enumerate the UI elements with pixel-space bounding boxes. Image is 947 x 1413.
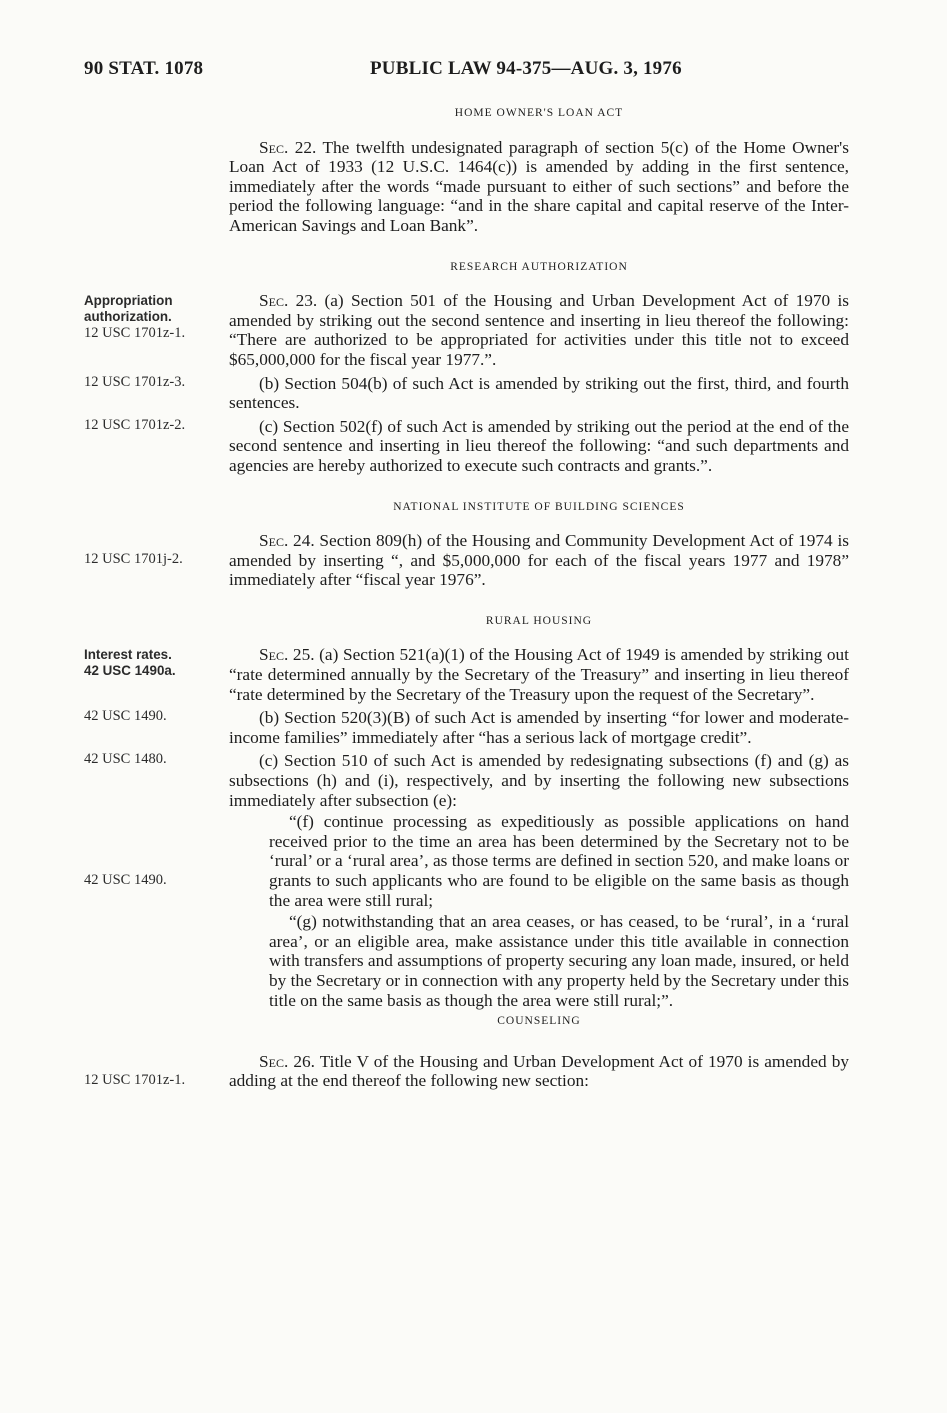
section-heading: HOME OWNER'S LOAN ACT — [454, 107, 624, 119]
section-22 — [229, 104, 849, 236]
subsection-c-text: (c) Section 510 of such Act is amended by redesignating subsections (f) and (g) as subsections (h) and (i), respectively, and by inserting the following new subsections immediately after subsection (e): — [229, 751, 849, 810]
margin-note-label: Interest rates. — [84, 647, 172, 663]
section-26 — [84, 1012, 849, 1091]
margin-note-citation: 42 USC 1490. — [84, 708, 167, 725]
margin-note-citation: 12 USC 1701z-1. — [84, 1071, 186, 1088]
running-title: PUBLIC LAW 94-375—AUG. 3, 1976 — [370, 58, 682, 79]
sec-label: Sec. — [259, 137, 289, 157]
margin-note-citation: 42 USC 1480. — [84, 751, 167, 768]
margin-note-citation: 12 USC 1701z-3. — [84, 373, 186, 390]
sec-label: Sec. — [259, 1051, 289, 1071]
margin-note-label: Appropriation authorization. — [84, 293, 173, 325]
margin-note-citation: 12 USC 1701j-2. — [84, 551, 183, 568]
section-text: 26. Title V of the Housing and Urban Development Act of 1970 is amended by adding at the end thereof the following new section: — [229, 1051, 849, 1091]
margin-note — [84, 293, 224, 341]
subsection-f-text: “(f) continue processing as expeditiously as possible applications on hand received prior to the time an area has been determined by the Secretary not to be ‘rural’ or a ‘rural area’, as those terms are defined in section 520, and make loans or grants to such applicants who are found to be eligible on the same basis as though the area were still rural; — [269, 812, 849, 910]
margin-note-citation: 42 USC 1490a. — [84, 663, 176, 679]
margin-note-citation: 42 USC 1490. — [84, 872, 167, 889]
section-heading: NATIONAL INSTITUTE OF BUILDING SCIENCES — [393, 500, 685, 513]
subsection-g-text: “(g) notwithstanding that an area ceases, or has ceased, to be ‘rural’, in a ‘rural area’, or an eligible area, make assistance under this title available in connection with transfers and assumptions of property securing any loan made, insured, or held by the Secretary or in connection with any property held by the Secretary under this title on the same basis as though the area were still rural;”. — [269, 912, 849, 1010]
margin-note-citation: 12 USC 1701z-1. — [84, 325, 186, 342]
page-header — [0, 58, 947, 88]
section-text: 24. Section 809(h) of the Housing and Community Development Act of 1974 is amended by inserting “, and $5,000,000 for each of the fiscal years 1977 and 1978” immediately after “fiscal year 1976”. — [229, 531, 849, 590]
section-25 — [84, 612, 849, 1010]
sec-label: Sec. — [259, 645, 289, 665]
section-23 — [84, 258, 850, 476]
subsection-b-text: (b) Section 520(3)(B) of such Act is amended by inserting “for lower and moderate-income families” immediately after “has a serious lack of mortgage credit”. — [229, 708, 849, 747]
sec-label: Sec. — [259, 531, 289, 551]
section-24 — [84, 498, 849, 590]
main-text — [84, 104, 850, 1091]
margin-note — [84, 647, 224, 679]
subsection-b-text: (b) Section 504(b) of such Act is amended by striking out the first, third, and fourth sentences. — [229, 373, 849, 413]
section-text: 22. The twelfth undesignated paragraph of section 5(c) of the Home Owner's Loan Act of 1933 (12 U.S.C. 1464(c)) is amended by adding in the first sentence, immediately after the words “made pursuant to either of such sections” and before the period the following language: “and in the share capital and capital reserve of the Inter-American Savings and Loan Bank”. — [229, 137, 849, 235]
statute-page-number: 90 STAT. 1078 — [84, 58, 204, 79]
section-heading: RURAL HOUSING — [485, 614, 593, 627]
subsection-a-text: 23. (a) Section 501 of the Housing and Urban Development Act of 1970 is amended by striking out the second sentence and inserting in lieu thereof the following: “There are authorized to be appropriated for activities under this title not to exceed $65,000,000 for the fiscal year 1977.”. — [229, 291, 850, 369]
section-heading: COUNSELING — [497, 1015, 581, 1028]
section-heading: RESEARCH AUTHORIZATION — [450, 260, 628, 273]
subsection-c-text: (c) Section 502(f) of such Act is amended by striking out the period at the end of the second sentence and inserting in lieu thereof the following: “and such departments and agencies are hereby authorized to execute such contracts and grants.”. — [229, 416, 849, 475]
sec-label: Sec. — [259, 291, 289, 311]
margin-note-citation: 12 USC 1701z-2. — [84, 416, 186, 433]
subsection-a-text: 25. (a) Section 521(a)(1) of the Housing Act of 1949 is amended by striking out “rate determined annually by the Secretary of the Treasury” and inserting in lieu thereof “rate determined by the Secretary of the Treasury upon the request of the Secretary”. — [229, 645, 849, 704]
